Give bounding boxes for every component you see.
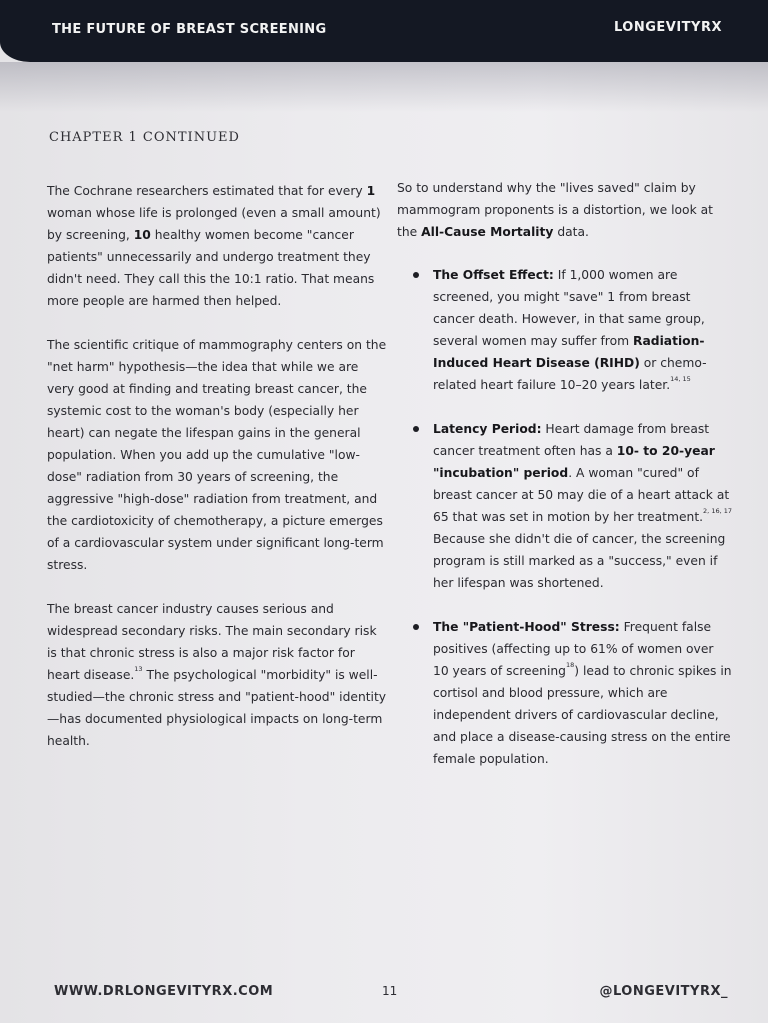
bold-term: All-Cause Mortality	[421, 225, 554, 239]
citation-superscript: 13	[134, 665, 143, 673]
text-run: Because she didn't die of cancer, the screening program is still marked as a "success," even if her lifespan was shortened.	[433, 532, 726, 590]
bullet-dot-icon	[413, 272, 419, 278]
paragraph-cochrane	[47, 180, 387, 312]
text-run: If 1,000 women are screened, you might "save" 1 from breast cancer death. However, in that same group, several women may suffer from	[433, 268, 705, 348]
bullet-dot-icon	[413, 624, 419, 630]
text-run: Frequent false positives (affecting up to 61% of women over 10 years of screening	[433, 620, 714, 678]
text-run: woman whose life is prolonged (even a small amount) by screening,	[47, 206, 381, 242]
text-run: ) lead to chronic spikes in cortisol and blood pressure, which are independent drivers of cardiovascular decline, and place a disease-causing stress on the entire female population.	[433, 664, 732, 766]
text-run: Heart damage from breast cancer treatment often has a	[433, 422, 710, 458]
text-run: The breast cancer industry causes serious and widespread secondary risks. The main secondary risk is that chronic stress is also a major risk factor for heart disease.	[47, 602, 377, 682]
page-number: 11	[382, 984, 398, 998]
paragraph-net-harm: The scientific critique of mammography centers on the "net harm" hypothesis—the idea that while we are very good at finding and treating breast cancer, the systemic cost to the woman's body (especially her heart) can negate the lifespan gains in the general population. When you add up the cumulative "low-dose" radiation from 30 years of screening, the aggressive "high-dose" radiation from treatment, and the cardiotoxicity of chemotherapy, a picture emerges of a cardiovascular system under significant long-term stress.	[47, 338, 387, 572]
page-header	[0, 0, 768, 62]
footer-handle: @LONGEVITYRX_	[599, 984, 728, 999]
header-title: THE FUTURE OF BREAST SCREENING	[52, 22, 327, 37]
text-run: The psychological "morbidity" is well-studied—the chronic stress and "patient-hood" identity—has documented physiological impacts on long-term health.	[47, 668, 387, 748]
text-run: or chemo-related heart failure 10–20 years later.	[433, 356, 707, 392]
bullet-offset-effect	[397, 264, 732, 396]
citation-superscript: 14, 15	[670, 375, 691, 383]
bullet-latency-period	[397, 418, 732, 594]
bold-term: 10- to 20-year "incubation" period	[433, 444, 715, 480]
right-column	[397, 177, 732, 792]
bold-number: 10	[133, 228, 151, 242]
bullet-title: Latency Period:	[433, 422, 542, 436]
bullet-patient-hood-stress	[397, 616, 732, 770]
text-run: healthy women become "cancer patients" unnecessarily and undergo treatment they didn't need. They call this the 10:1 ratio. That means more people are harmed then helped.	[47, 228, 375, 308]
bold-term: Radiation-Induced Heart Disease (RIHD)	[433, 334, 705, 370]
text-run: data.	[553, 225, 589, 239]
bullet-title: The Offset Effect:	[433, 268, 554, 282]
bullet-list	[397, 264, 732, 770]
bullet-title: The "Patient-Hood" Stress:	[433, 620, 620, 634]
bullet-dot-icon	[413, 426, 419, 432]
citation-superscript: 2, 16, 17	[703, 507, 732, 515]
paragraph-secondary-risks	[47, 598, 387, 752]
footer-website: WWW.DRLONGEVITYRX.COM	[54, 984, 274, 999]
bold-number: 1	[366, 184, 376, 198]
text-run: So to understand why the "lives saved" claim by mammogram proponents is a distortion, we look at the	[397, 181, 713, 239]
text-run: The Cochrane researchers estimated that for every	[47, 184, 367, 198]
chapter-heading: CHAPTER 1 CONTINUED	[49, 130, 240, 145]
left-column	[47, 180, 387, 752]
paragraph-all-cause	[397, 177, 732, 243]
text-run: . A woman "cured" of breast cancer at 50 may die of a heart attack at 65 that was set in motion by her treatment.	[433, 466, 730, 524]
header-brand: LONGEVITYRX	[613, 20, 722, 35]
page-shadow	[0, 62, 768, 112]
citation-superscript: 18	[565, 661, 575, 669]
